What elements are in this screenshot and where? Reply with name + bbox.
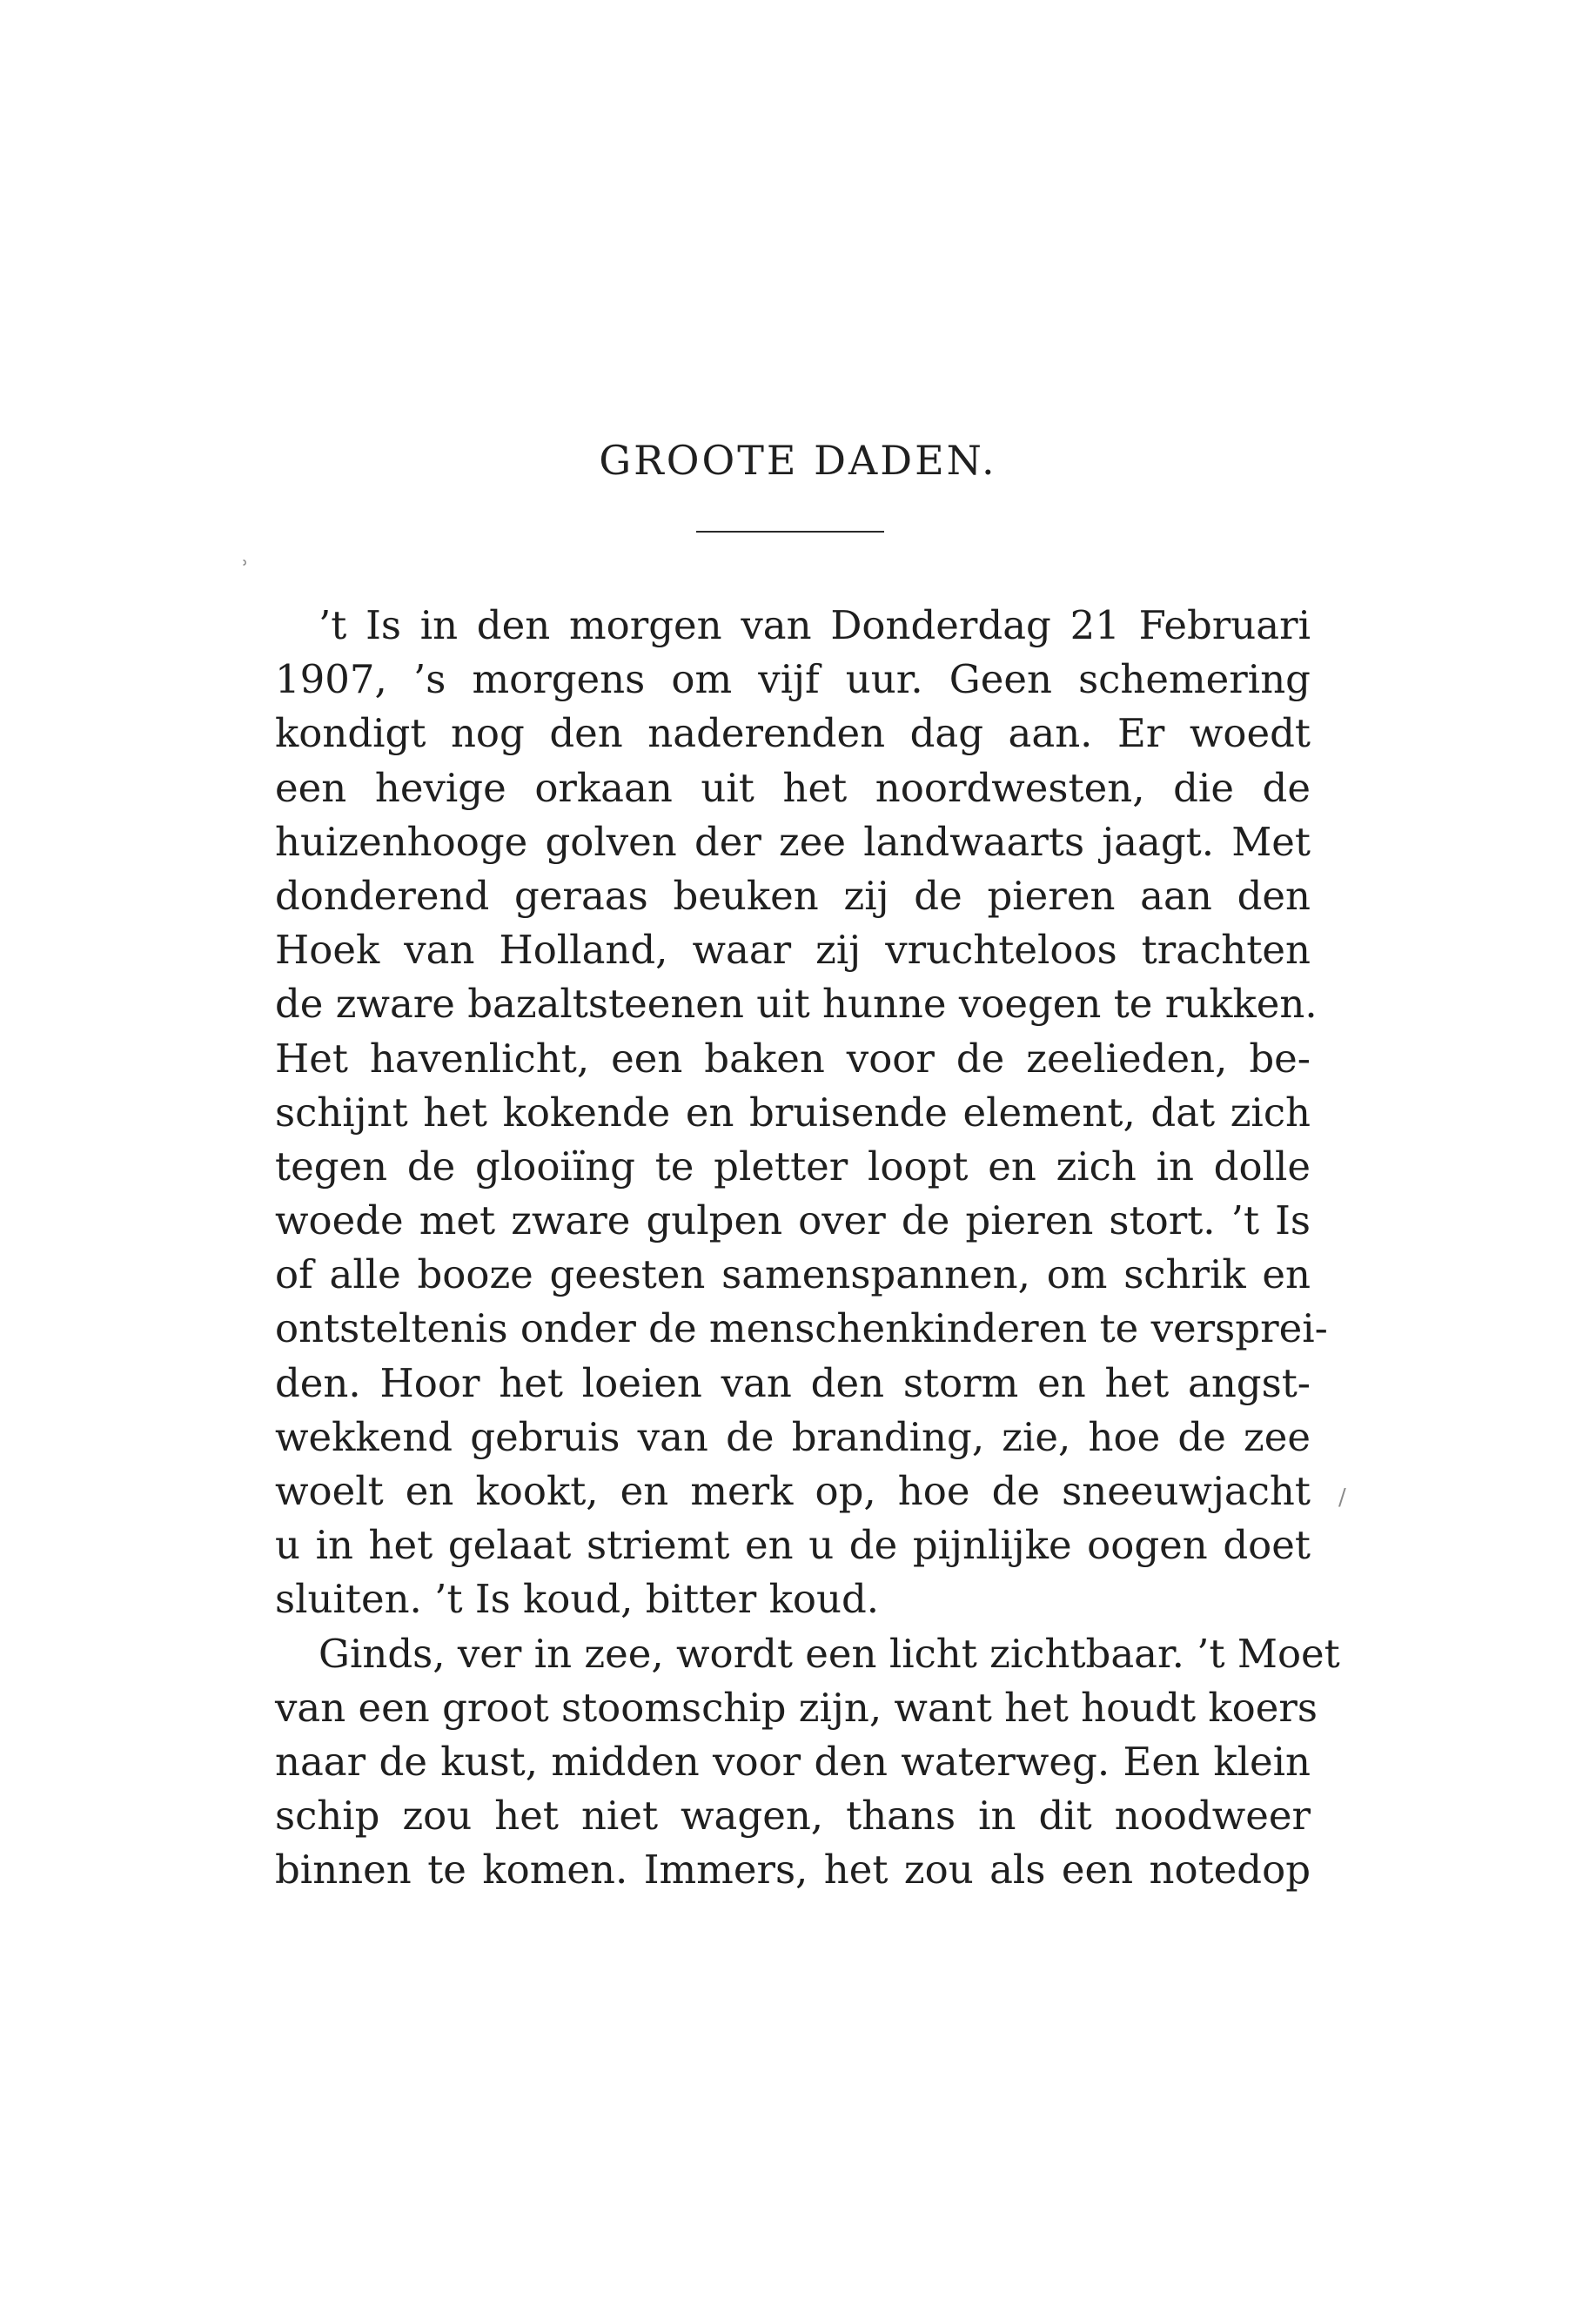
chapter-title: GROOTE DADEN. (599, 437, 997, 484)
paragraph-1 (275, 599, 1328, 1627)
text-line: ontsteltenis onder de menschenkinderen te versprei- (275, 1305, 1328, 1352)
text-line: kondigt nog den naderenden dag aan. Er woedt (275, 710, 1311, 757)
text-line: Ginds, ver in zee, wordt een licht zichtbaar. ’t Moet (319, 1630, 1340, 1677)
text-line: woelt en kookt, en merk op, hoe de sneeuwjacht (275, 1468, 1311, 1514)
text-line: Het havenlicht, een baken voor de zeelieden, be- (275, 1035, 1311, 1082)
text-line: een hevige orkaan uit het noordwesten, die de (275, 764, 1311, 811)
text-line: donderend geraas beuken zij de pieren aan den (275, 872, 1311, 919)
text-line: sluiten. ’t Is koud, bitter koud. (275, 1576, 880, 1623)
body-text (275, 599, 1340, 1898)
paragraph-2 (275, 1627, 1340, 1898)
text-line: schip zou het niet wagen, thans in dit noodweer (275, 1793, 1311, 1840)
text-line: wekkend gebruis van de branding, zie, hoe de zee (275, 1413, 1311, 1460)
text-line: van een groot stoomschip zijn, want het houdt koers (275, 1684, 1318, 1731)
text-line: woede met zware gulpen over de pieren stort. ’t Is (275, 1197, 1311, 1244)
title-rule (696, 531, 884, 533)
scan-speck: ʾ (242, 557, 249, 583)
text-line: huizenhooge golven der zee landwaarts jaagt. Met (275, 818, 1311, 865)
text-line: den. Hoor het loeien van den storm en het angst- (275, 1359, 1311, 1406)
text-line: naar de kust, midden voor den waterweg. Een klein (275, 1738, 1311, 1785)
text-line: 1907, ’s morgens om vijf uur. Geen schemering (275, 656, 1311, 703)
text-line: Hoek van Holland, waar zij vruchteloos trachten (275, 927, 1311, 974)
text-line: u in het gelaat striemt en u de pijnlijke oogen doet (275, 1522, 1311, 1569)
text-line: de zware bazaltsteenen uit hunne voegen te rukken. (275, 981, 1318, 1028)
text-line: tegen de glooiïng te pletter loopt en zich in dolle (275, 1143, 1311, 1190)
text-line: of alle booze geesten samenspannen, om schrik en (275, 1251, 1311, 1298)
text-line: schijnt het kokende en bruisende element, dat zich (275, 1089, 1311, 1136)
text-line: ’t Is in den morgen van Donderdag 21 Februari (319, 602, 1311, 648)
text-line: binnen te komen. Immers, het zou als een notedop (275, 1847, 1311, 1893)
scan-speck: / (1338, 1485, 1346, 1511)
